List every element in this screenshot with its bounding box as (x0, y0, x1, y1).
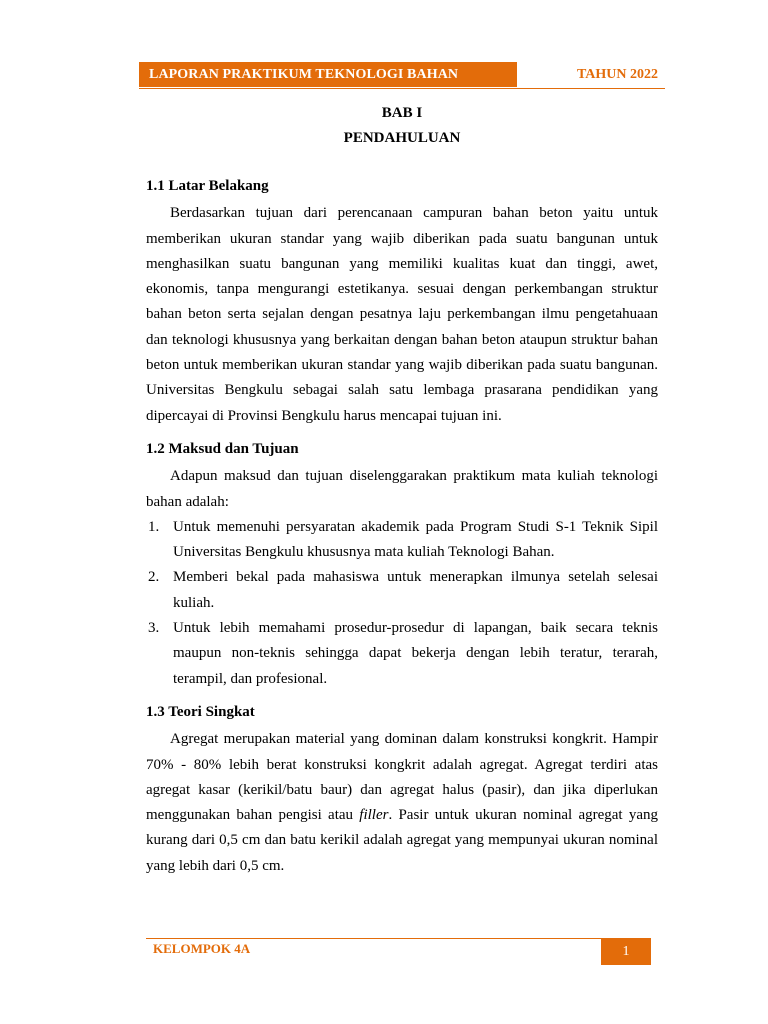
teori-text-part: . Pasir untuk ukuran nominal agregat yang kurang dari 0,5 cm dan batu kerikil adalah agregat yang mempunyai ukuran nominal yang lebih dari 0,5 cm. (146, 807, 658, 874)
list-number: 3. (148, 620, 160, 637)
page-number: 1 (601, 938, 651, 965)
chapter-title: PENDAHULUAN (343, 130, 461, 146)
paragraph-latar-belakang: Berdasarkan tujuan dari perencanaan campuran bahan beton yaitu untuk memberikan ukuran standar yang wajib diberikan pada suatu bangunan untuk menghasilkan suatu bangunan yang memiliki kualitas kuat dan tinggi, awet, ekonomis, tanpa mengurangi estetikanya. sesuai dengan perkembangan struktur bahan beton serta sejalan dengan pesatnya laju perkembangan ilmu pengetahuaan dan teknologi khususnya yang berkaitan dengan bahan beton ataupun struktur bahan beton untuk memberikan ukuran standar yang wajib diberikan pada suatu bangunan. Universitas Bengkulu sebagai salah satu lembaga prasarana pendidikan yang dipercayai di Provinsi Bengkulu harus mencapai tujuan ini. (146, 205, 658, 424)
section-heading-maksud-tujuan: 1.2 Maksud dan Tujuan (146, 440, 299, 457)
paragraph-maksud-intro: Adapun maksud dan tujuan diselenggarakan praktikum mata kuliah teknologi bahan adalah: (146, 468, 658, 510)
footer-group-label: KELOMPOK 4A (153, 941, 251, 956)
header-divider (139, 88, 665, 89)
section-heading-latar-belakang: 1.1 Latar Belakang (146, 178, 269, 194)
document-body (146, 172, 658, 879)
list-number: 1. (148, 518, 160, 535)
list-text: Untuk memenuhi persyaratan akademik pada Program Studi S-1 Teknik Sipil Universitas Bengkulu khususnya mata kuliah Teknologi Bahan. (173, 518, 658, 561)
paragraph-teori-singkat (146, 727, 658, 879)
header-title: LAPORAN PRAKTIKUM TEKNOLOGI BAHAN (139, 62, 517, 87)
objectives-list (146, 515, 658, 692)
header-year: TAHUN 2022 (576, 67, 658, 82)
list-number: 2. (148, 569, 160, 586)
list-item (146, 565, 658, 616)
list-text: Memberi bekal pada mahasiswa untuk menerapkan ilmunya setelah selesai kuliah. (173, 569, 658, 611)
chapter-number: BAB I (381, 105, 423, 121)
teori-italic-term: filler (359, 807, 389, 824)
footer-divider (146, 938, 602, 939)
teori-text-part: Agregat merupakan material yang dominan dalam konstruksi kongkrit. Hampir 70% - 80% lebih berat konstruksi kongkrit adalah agregat. Agregat terdiri atas agregat kasar (kerikil/batu baur) dan agregat halus (pasir), dan jika diperlukan menggunakan bahan pengisi atau (146, 731, 658, 824)
list-item (146, 515, 658, 566)
list-item (146, 616, 658, 692)
list-text: Untuk lebih memahami prosedur-prosedur di lapangan, baik secara teknis maupun non-teknis sehingga dapat bekerja dengan lebih teratur, terarah, terampil, dan profesional. (173, 620, 658, 687)
section-heading-teori-singkat: 1.3 Teori Singkat (146, 703, 255, 720)
